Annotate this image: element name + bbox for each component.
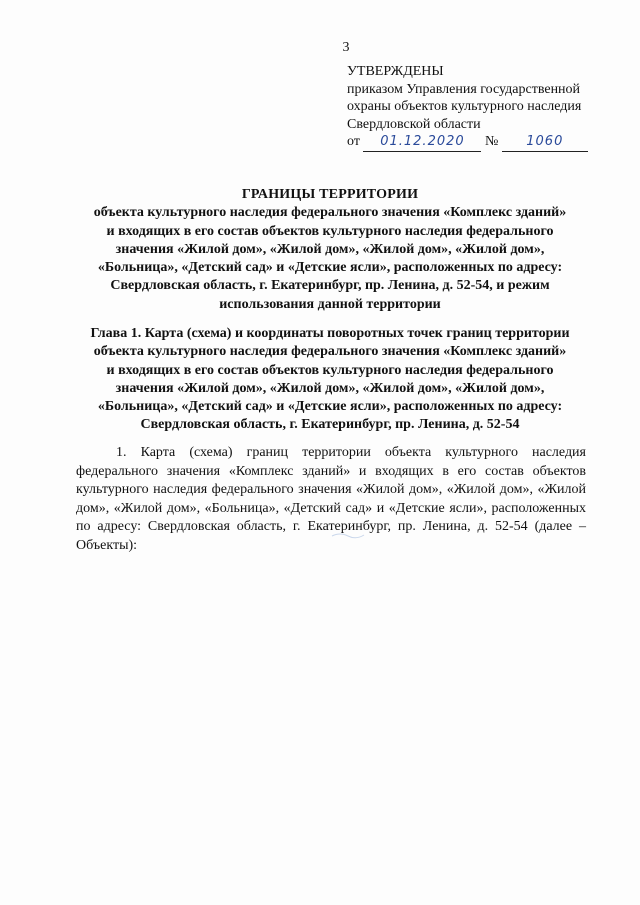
approval-block xyxy=(347,63,637,152)
handwritten-number: 1060 xyxy=(502,133,588,152)
chapter-heading xyxy=(60,325,600,435)
title-line: значения «Жилой дом», «Жилой дом», «Жилой дом», «Жилой дом», xyxy=(115,241,545,257)
chapter-line: и входящих в его состав объектов культурного наследия федерального xyxy=(106,362,554,378)
faint-stamp-mark xyxy=(330,530,370,540)
title-line: объекта культурного наследия федерального значения «Комплекс зданий» xyxy=(93,205,567,221)
chapter-line: объекта культурного наследия федерального значения «Комплекс зданий» xyxy=(93,344,567,360)
date-prefix: от xyxy=(347,134,360,149)
approval-line: приказом Управления государственной xyxy=(347,81,581,97)
approval-line: Свердловской области xyxy=(347,116,481,132)
title-line: использования данной территории xyxy=(219,296,441,312)
handwritten-date: 01.12.2020 xyxy=(363,133,481,152)
approval-title: УТВЕРЖДЕНЫ xyxy=(347,64,444,79)
title-line: и входящих в его состав объектов культурного наследия федерального xyxy=(106,223,554,239)
chapter-line: Свердловская область, г. Екатеринбург, пр. Ленина, д. 52-54 xyxy=(140,417,520,433)
document-title xyxy=(60,186,600,314)
chapter-line: «Больница», «Детский сад» и «Детские ясли», расположенных по адресу: xyxy=(97,399,563,415)
body-paragraph: 1. Карта (схема) границ территории объекта культурного наследия федерального значения «Комплекс зданий» и входящих в его состав объектов культурного наследия федерального значения «Жилой дом», «Жилой дом», «Жилой дом», «Жилой дом», «Больница», «Детский сад» и «Детские ясли», расположенных по адресу: Свердловская область, г. Екатеринбург, пр. Ленина, д. 52-54 (далее – Объекты): xyxy=(76,445,586,553)
title-line: Свердловская область, г. Екатеринбург, пр. Ленина, д. 52-54, и режим xyxy=(110,278,550,294)
title-heading: ГРАНИЦЫ ТЕРРИТОРИИ xyxy=(241,187,419,202)
approval-date-number-line xyxy=(347,133,637,152)
page-number: 3 xyxy=(342,40,350,55)
chapter-line: Глава 1. Карта (схема) и координаты поворотных точек границ территории xyxy=(90,326,570,341)
title-line: «Больница», «Детский сад» и «Детские ясли», расположенных по адресу: xyxy=(97,260,563,276)
number-sign: № xyxy=(484,134,499,149)
approval-line: охраны объектов культурного наследия xyxy=(347,99,582,114)
chapter-line: значения «Жилой дом», «Жилой дом», «Жилой дом», «Жилой дом», xyxy=(115,380,545,396)
